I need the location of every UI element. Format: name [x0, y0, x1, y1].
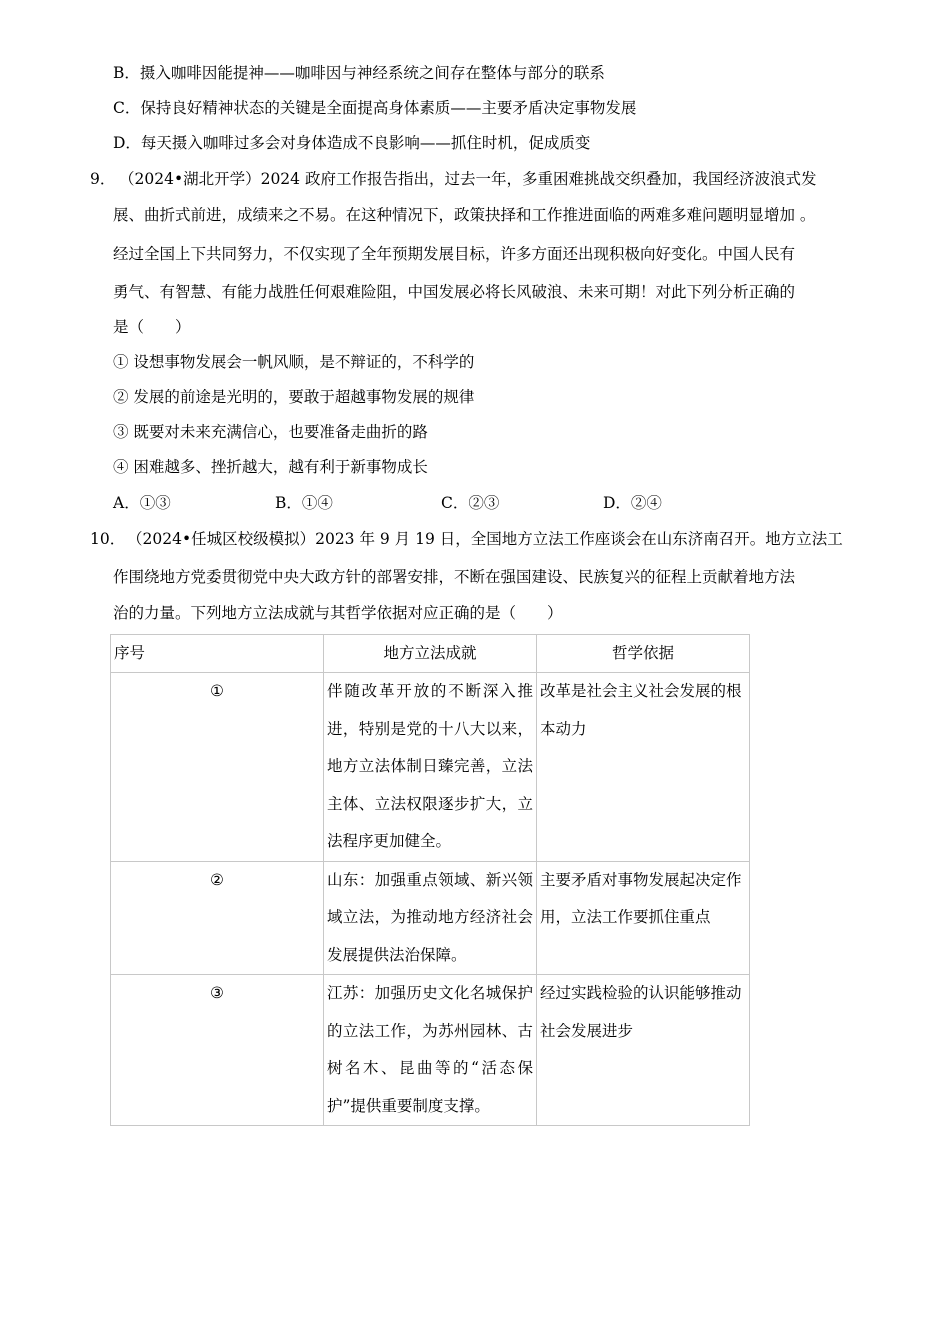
- question-10-line: 作围绕地方党委贯彻党中央大政方针的部署安排，不断在强国建设、民族复兴的征程上贡献着地方法: [113, 568, 796, 586]
- statement-item: ④ 困难越多、挫折越大，越有利于新事物成长: [113, 458, 428, 476]
- table-row: [111, 975, 750, 1126]
- option-d: D．每天摄入咖啡过多会对身体造成不良影响——抓住时机，促成质变: [113, 134, 591, 152]
- row-number: ①: [111, 673, 324, 862]
- question-9-line: 经过全国上下共同努力，不仅实现了全年预期发展目标，许多方面还出现积极向好变化。中国人民有: [113, 245, 796, 263]
- question-10-line: 治的力量。下列地方立法成就与其哲学依据对应正确的是（ ）: [113, 604, 563, 622]
- statement-item: ② 发展的前途是光明的，要敢于超越事物发展的规律: [113, 388, 475, 406]
- header-achievement: 地方立法成就: [324, 635, 537, 673]
- table-row: [111, 673, 750, 862]
- question-10-number: 10．: [90, 530, 126, 548]
- answer-option-d: D．②④: [603, 494, 662, 512]
- header-basis: 哲学依据: [537, 635, 750, 673]
- question-9-line: （2024•湖北开学）2024 政府工作报告指出，过去一年，多重困难挑战交织叠加，我国经济波浪式发: [119, 170, 817, 188]
- table-row: [111, 861, 750, 975]
- row-basis: 改革是社会主义社会发展的根本动力: [537, 673, 750, 862]
- question-9-line: 勇气、有智慧、有能力战胜任何艰难险阻，中国发展必将长风破浪、未来可期！对此下列分析正确的: [113, 283, 796, 301]
- answer-option-b: B．①④: [275, 494, 333, 512]
- row-number: ②: [111, 861, 324, 975]
- table-header-row: [111, 635, 750, 673]
- question-10-line: （2024•任城区校级模拟）2023 年 9 月 19 日，全国地方立法工作座谈会在山东济南召开。地方立法工: [127, 530, 843, 548]
- legislation-table: [110, 634, 750, 1126]
- answer-option-c: C．②③: [441, 494, 500, 512]
- answer-option-a: A．①③: [113, 494, 171, 512]
- header-number: 序号: [111, 635, 324, 673]
- option-b: B．摄入咖啡因能提神——咖啡因与神经系统之间存在整体与部分的联系: [113, 64, 605, 82]
- question-9-number: 9．: [90, 170, 116, 188]
- statement-item: ③ 既要对未来充满信心，也要准备走曲折的路: [113, 423, 428, 441]
- question-9-line: 展、曲折式前进，成绩来之不易。在这种情况下，政策抉择和工作推进面临的两难多难问题明显增加 。: [113, 206, 816, 224]
- row-achievement: 山东：加强重点领域、新兴领域立法，为推动地方经济社会发展提供法治保障。: [324, 861, 537, 975]
- row-number: ③: [111, 975, 324, 1126]
- option-c: C．保持良好精神状态的关键是全面提高身体素质——主要矛盾决定事物发展: [113, 99, 637, 117]
- row-achievement: 江苏：加强历史文化名城保护的立法工作，为苏州园林、古树名木、昆曲等的“活态保护”提供重要制度支撑。: [324, 975, 537, 1126]
- row-basis: 经过实践检验的认识能够推动社会发展进步: [537, 975, 750, 1126]
- statement-item: ① 设想事物发展会一帆风顺，是不辩证的，不科学的: [113, 353, 475, 371]
- row-basis: 主要矛盾对事物发展起决定作用，立法工作要抓住重点: [537, 861, 750, 975]
- row-achievement: 伴随改革开放的不断深入推进，特别是党的十八大以来，地方立法体制日臻完善，立法主体、立法权限逐步扩大，立法程序更加健全。: [324, 673, 537, 862]
- question-9-line: 是（ ）: [113, 318, 191, 336]
